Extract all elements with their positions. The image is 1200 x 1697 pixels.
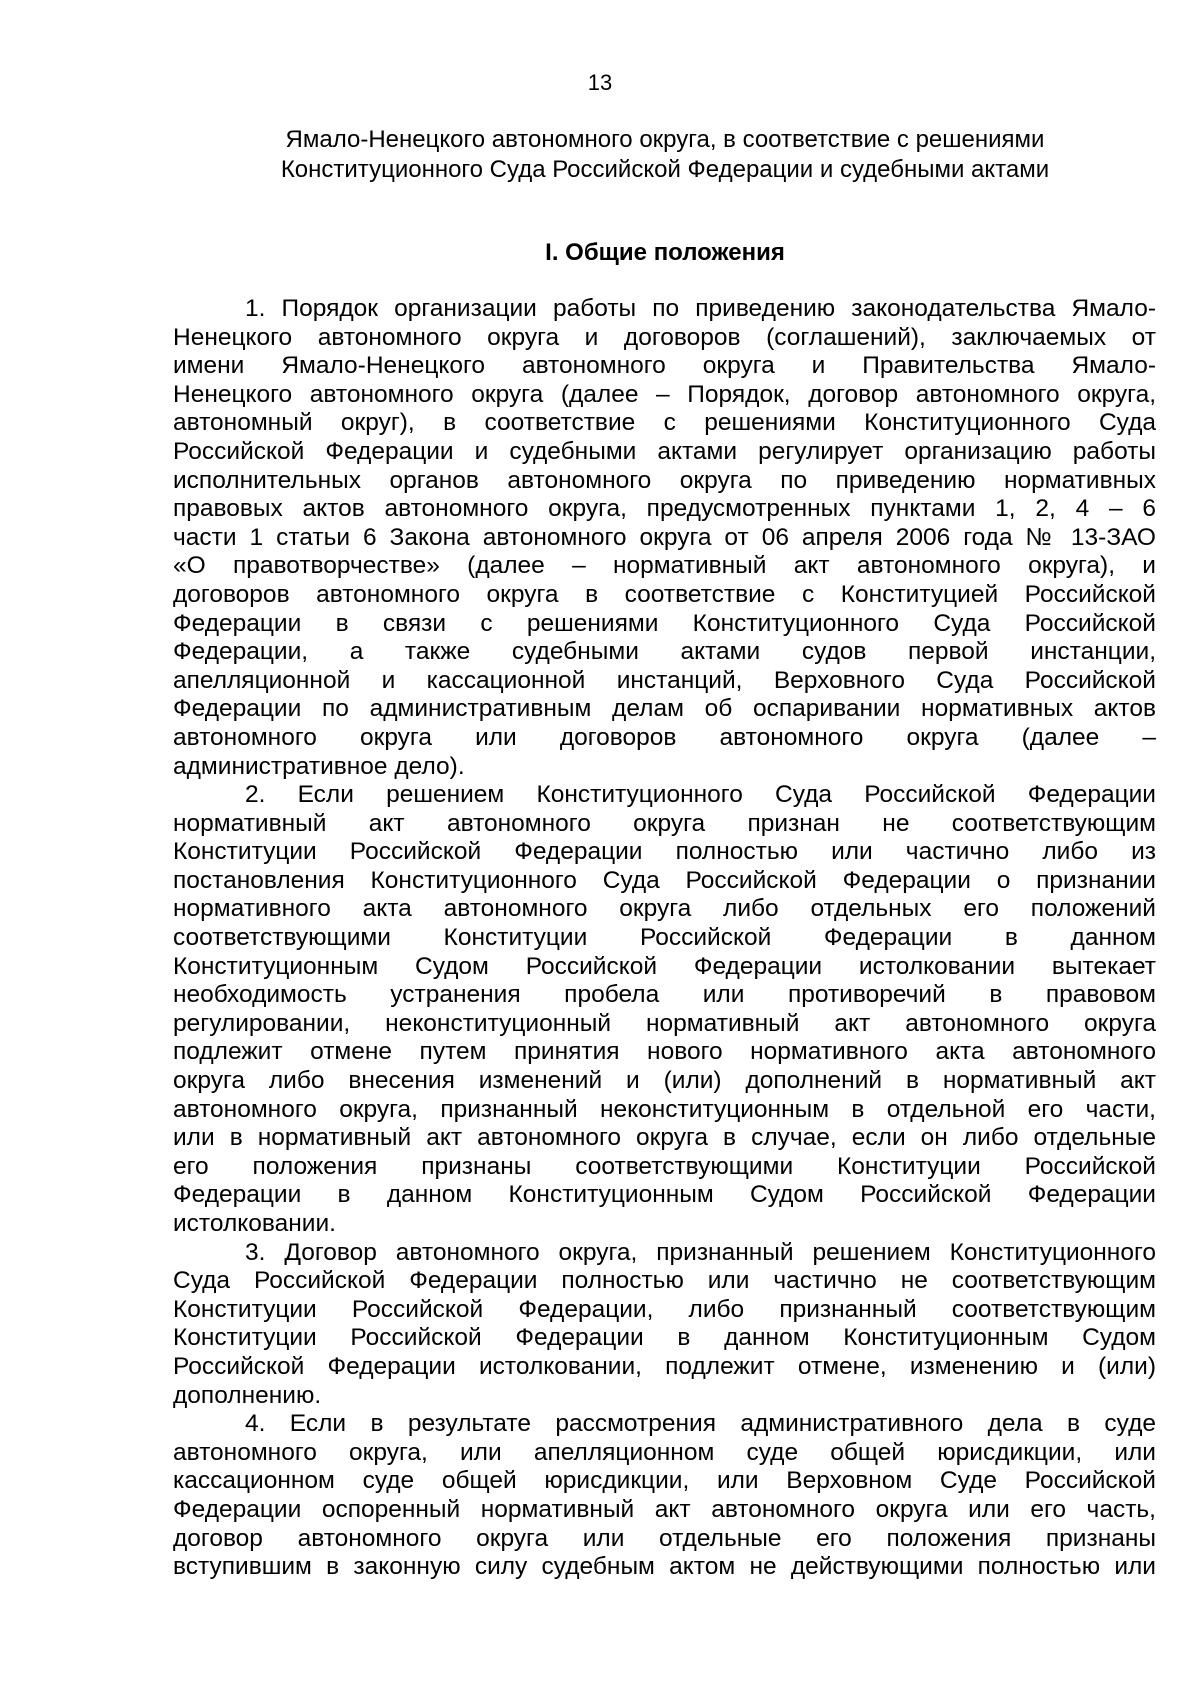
text-line: имени Ямало-Ненецкого автономного округа и Правительства Ямало- [173, 352, 1156, 380]
text-line: кассационном суде общей юрисдикции, или Верховном Суде Российской [173, 1467, 1156, 1495]
text-line: договор автономного округа или отдельные его положения признаны [173, 1524, 1156, 1552]
text-line: автономный округ), в соответствие с решениями Конституционного Суда [173, 409, 1156, 437]
text-line: необходимость устранения пробела или противоречий в правовом [173, 981, 1156, 1009]
text-line: истолковании. [173, 1210, 336, 1237]
text-line: вступившим в законную силу судебным актом не действующими полностью или [173, 1553, 1156, 1581]
paragraph-1 [173, 295, 1156, 781]
text-line: Федерации в связи с решениями Конституционного Суда Российской [173, 609, 1156, 637]
text-line: Российской Федерации и судебными актами регулирует организацию работы [173, 437, 1156, 465]
text-line: Конституции Российской Федерации, либо признанный соответствующим [173, 1295, 1156, 1323]
paragraph-2 [173, 781, 1156, 1239]
paragraph-3 [173, 1239, 1156, 1411]
text-line: Ненецкого автономного округа (далее – Порядок, договор автономного округа, [173, 380, 1156, 408]
text-line: апелляционной и кассационной инстанций, Верховного Суда Российской [173, 666, 1156, 694]
text-line: исполнительных органов автономного округа по приведению нормативных [173, 466, 1156, 494]
text-line: правовых актов автономного округа, предусмотренных пунктами 1, 2, 4 – 6 [173, 495, 1156, 523]
text-line: 1. Порядок организации работы по приведению законодательства Ямало- [245, 295, 1156, 322]
text-line: 3. Договор автономного округа, признанный решением Конституционного [245, 1238, 1156, 1266]
text-line: дополнению. [173, 1381, 322, 1409]
text-line: его положения признаны соответствующими Конституции Российской [173, 1152, 1156, 1180]
paragraph-4 [173, 1410, 1156, 1582]
header-line: Ямало-Ненецкого автономного округа, в соответствие с решениями [285, 126, 1045, 153]
text-line: Ненецкого автономного округа и договоров (соглашений), заключаемых от [173, 323, 1156, 351]
header-line: Конституционного Суда Российской Федерации и судебными актами [280, 156, 1050, 183]
text-line: нормативного акта автономного округа либо отдельных его положений [173, 895, 1156, 923]
page-number: 13 [587, 70, 613, 95]
text-line: «О правотворчестве» (далее – нормативный акт автономного округа), и [173, 552, 1156, 580]
text-line: автономного округа или договоров автономного округа (далее – [173, 723, 1156, 751]
text-line: постановления Конституционного Суда Российской Федерации о признании [173, 866, 1156, 894]
section-title: I. Общие положения [545, 239, 785, 266]
text-line: подлежит отмене путем принятия нового нормативного акта автономного [173, 1038, 1156, 1066]
text-line: части 1 статьи 6 Закона автономного округа от 06 апреля 2006 года № 13-ЗАО [173, 523, 1156, 551]
text-line: регулировании, неконституционный нормативный акт автономного округа [173, 1009, 1156, 1037]
text-line: Федерации по административным делам об оспаривании нормативных актов [173, 695, 1156, 723]
text-line: автономного округа, или апелляционном суде общей юрисдикции, или [173, 1438, 1156, 1466]
text-line: Конституции Российской Федерации полностью или частично либо из [173, 838, 1156, 866]
text-line: 4. Если в результате рассмотрения административного дела в суде [245, 1410, 1156, 1438]
text-line: Федерации в данном Конституционным Судом Российской Федерации [173, 1181, 1156, 1209]
document-header [175, 125, 1155, 185]
text-line: Конституционным Судом Российской Федерации истолковании вытекает [173, 952, 1156, 980]
text-line: Суда Российской Федерации полностью или частично не соответствующим [173, 1267, 1156, 1295]
text-line: округа либо внесения изменений и (или) дополнений в нормативный акт [173, 1067, 1156, 1095]
text-line: автономного округа, признанный неконституционным в отдельной его части, [173, 1095, 1156, 1123]
text-line: или в нормативный акт автономного округа в случае, если он либо отдельные [173, 1124, 1156, 1152]
text-line: нормативный акт автономного округа признан не соответствующим [173, 809, 1156, 837]
text-line: административное дело). [173, 752, 465, 780]
text-line: Конституции Российской Федерации в данном Конституционным Судом [173, 1324, 1156, 1352]
text-line: соответствующими Конституции Российской Федерации в данном [173, 924, 1156, 952]
text-line: Федерации оспоренный нормативный акт автономного округа или его часть, [173, 1495, 1156, 1523]
text-line: Федерации, а также судебными актами судов первой инстанции, [173, 638, 1156, 666]
text-line: Российской Федерации истолковании, подлежит отмене, изменению и (или) [173, 1352, 1156, 1380]
body-text [173, 295, 1156, 1582]
text-line: 2. Если решением Конституционного Суда Российской Федерации [245, 781, 1156, 809]
text-line: договоров автономного округа в соответствие с Конституцией Российской [173, 580, 1156, 608]
